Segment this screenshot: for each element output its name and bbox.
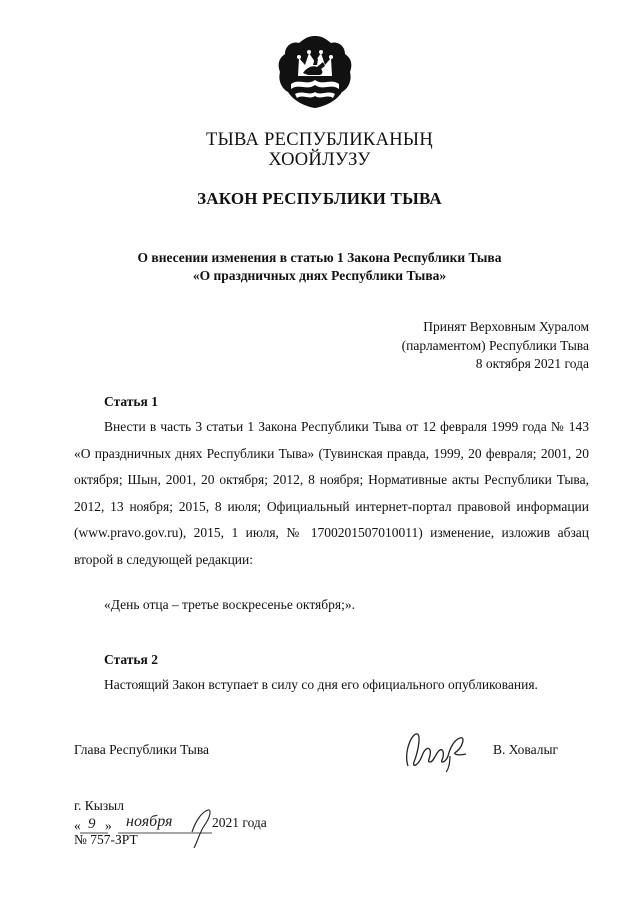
article2-text: Настоящий Закон вступает в силу со дня его официального опубликования. [104,677,538,692]
tuvan-title [0,130,639,170]
law-title: ЗАКОН РЕСПУБЛИКИ ТЫВА [197,189,442,208]
handwritten-signature [400,726,475,774]
date-year: 2021 года [212,815,267,830]
adoption-note [402,318,589,374]
head-of-republic-label: Глава Республики Тыва [74,742,210,757]
subtitle-line1: О внесении изменения в статью 1 Закона Республики Тыва [137,250,502,265]
adoption-line1: Принят Верховным Хуралом [423,319,589,334]
article1-text-content: Внести в часть 3 статьи 1 Закона Республики Тыва от 12 февраля 1999 года № 143 «О праздничных днях Республики Тыва» (Тувинская правда, 1999, 20 февраля; 2001, 20 октября; Шын, 2001, 20 октября; 2012, 8 ноября; Нормативные акты Республики Тыва, 2012, 13 ноября; 2015, 8 июля; Официальный интернет-портал правовой информации (www.pravo.gov.ru), 2015, 1 июля, № 1700201507010011) изменение, изложив абзац второй в следующей редакции: [74,419,589,567]
city-of-signing: г. Кызыл [74,798,124,813]
tuvan-title-line2: ХООЙЛУЗУ [268,150,371,170]
law-subtitle [0,249,639,285]
head-of-republic-name: В. Ховалыг [493,742,559,757]
article1-text [74,414,589,573]
subtitle-line2: «О праздничных днях Республики Тыва» [192,268,447,283]
article2-heading: Статья 2 [104,652,158,667]
adoption-line2: (парламентом) Республики Тыва [401,337,589,353]
tuvan-title-line1: ТЫВА РЕСПУБЛИКАНЫҢ [205,130,433,150]
tuva-emblem-icon [277,34,353,110]
date-month: ноября [126,813,173,830]
date-close-quote: » [105,818,112,833]
date-day: 9 [88,816,96,832]
date-open-quote: « [74,818,81,833]
article1-heading: Статья 1 [104,394,158,409]
law-number: № 757-ЗРТ [74,832,138,847]
adoption-date: 8 октября 2021 года [475,356,589,371]
article1-quote: «День отца – третье воскресенье октября;». [104,597,355,612]
